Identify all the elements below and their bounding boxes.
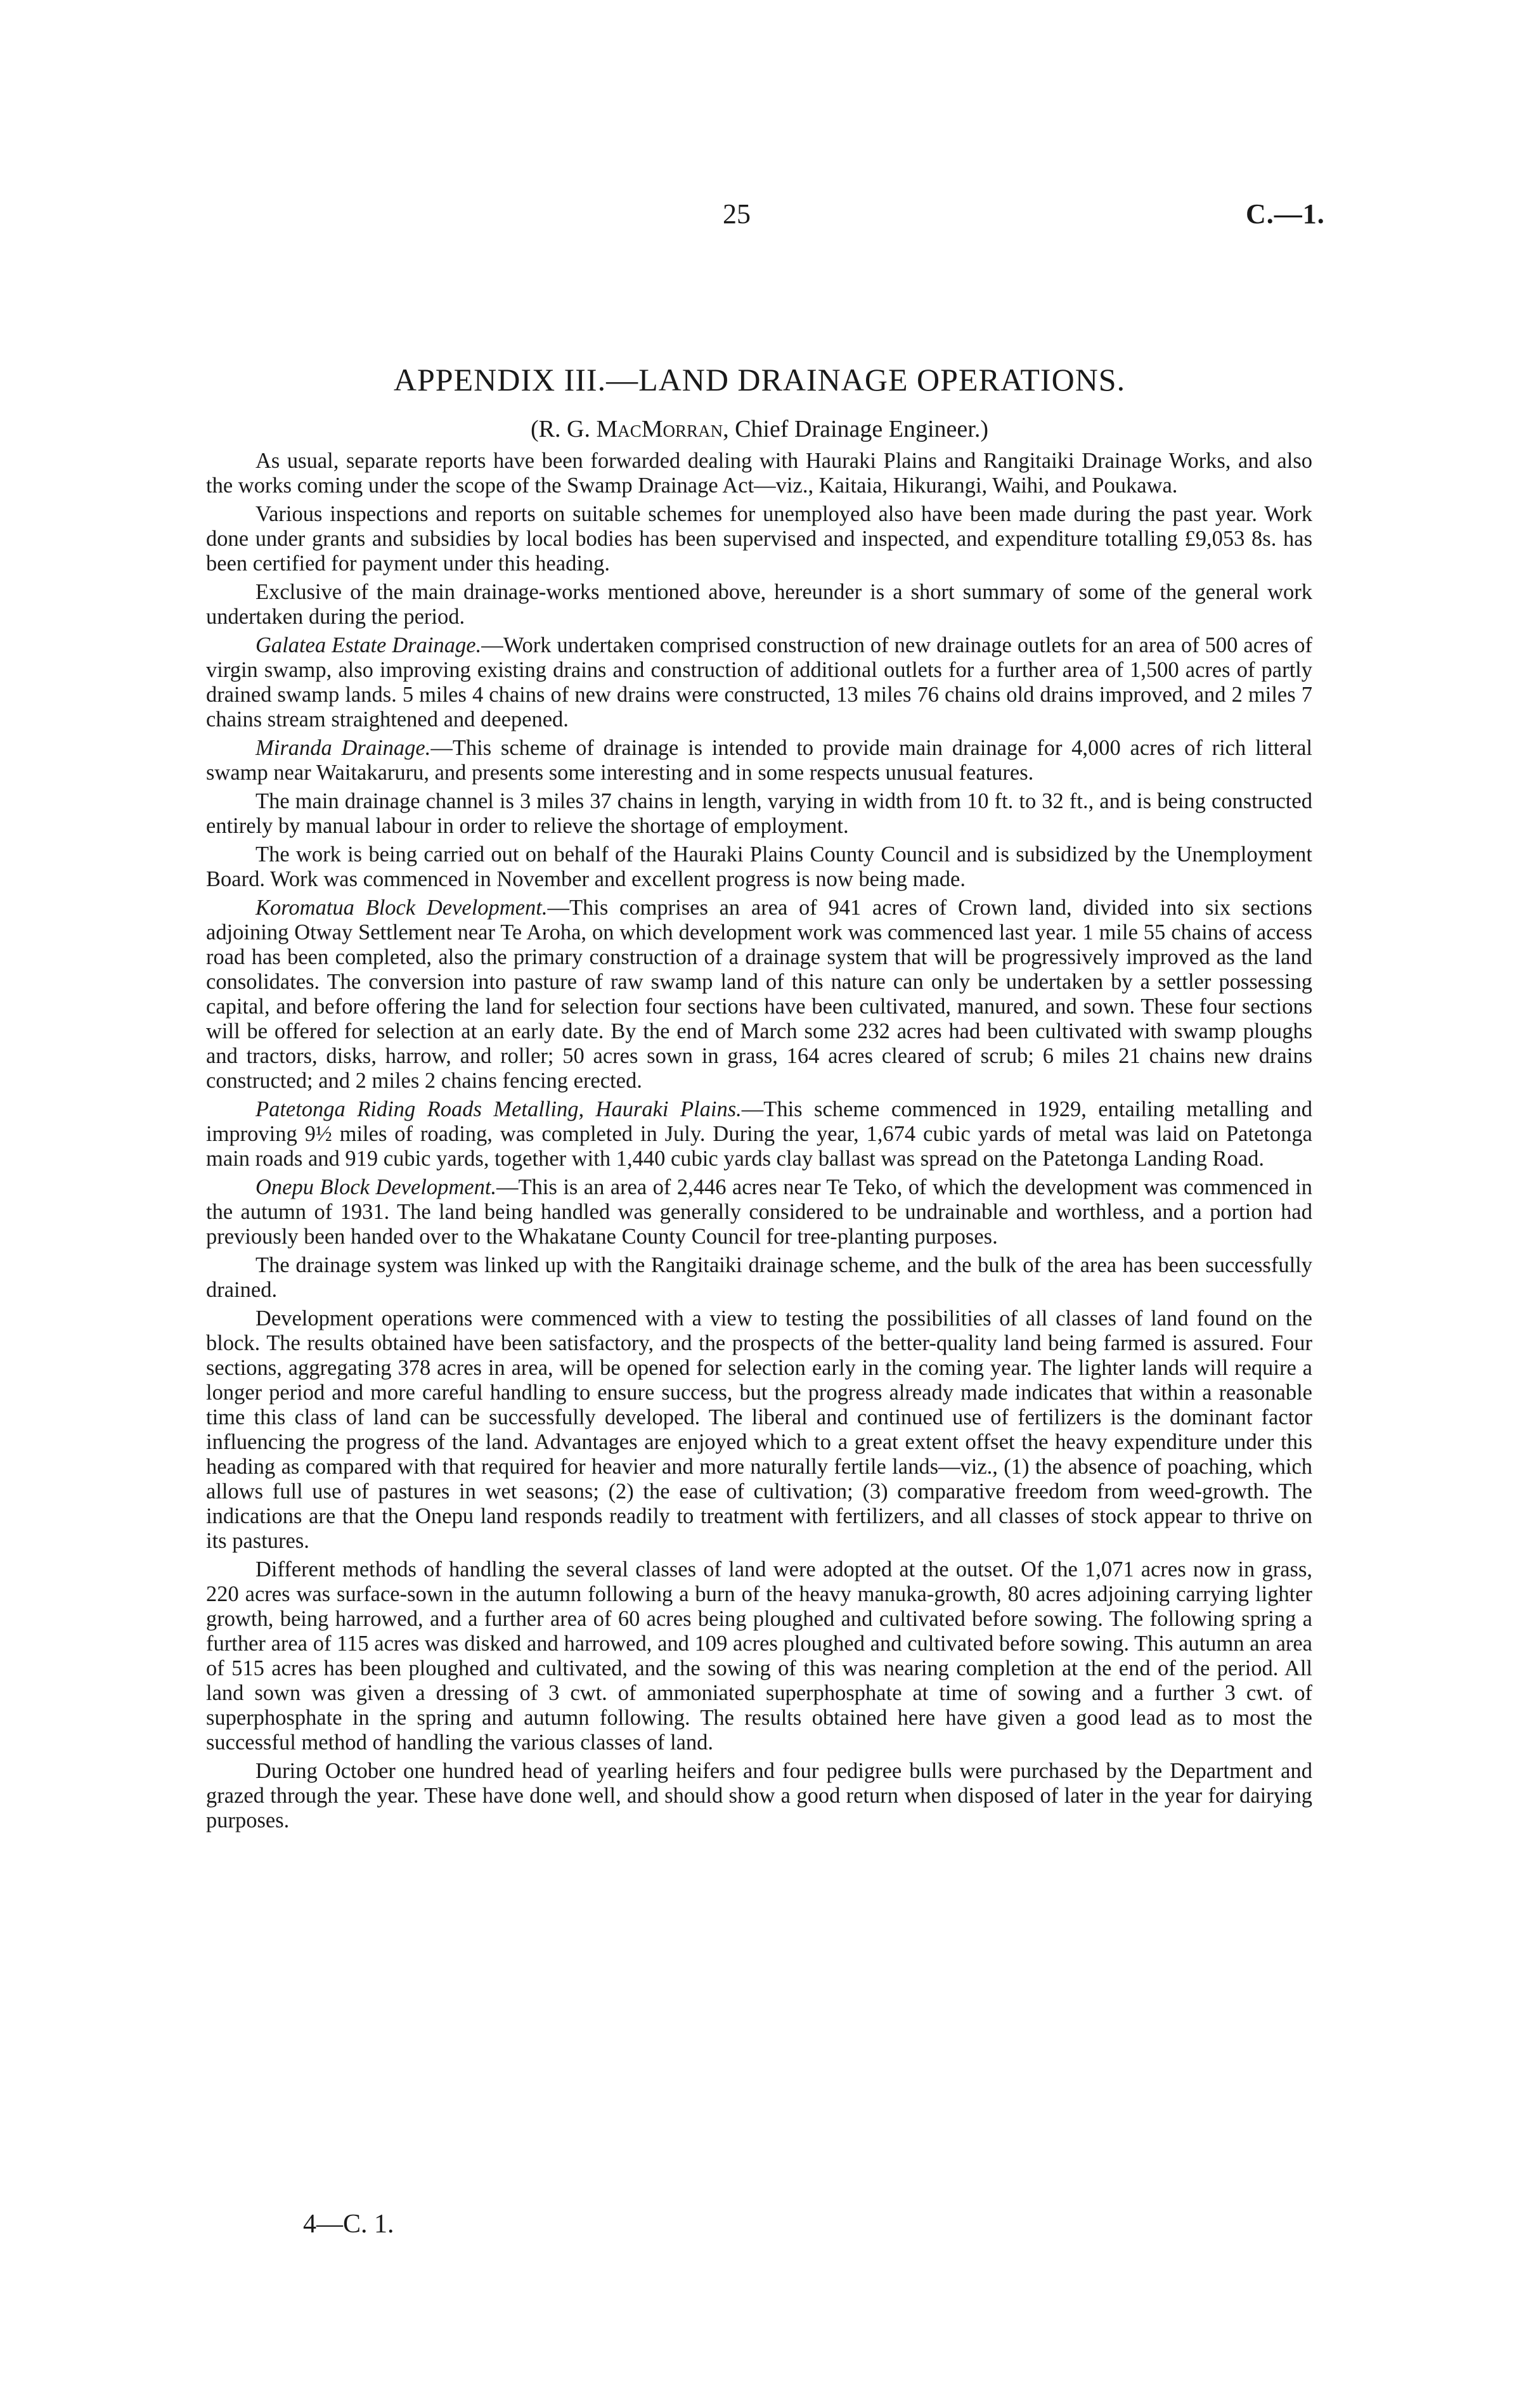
paragraph: Different methods of handling the several classes of land were adopted at the outset. Of the 1,071 acres now in grass, 220 acres was surface-sown in the autumn following a burn of the heavy manuka-growth, 80 acres adjoining carrying lighter growth, being harrowed, and a further area of 60 acres being ploughed and cultivated before sowing. The following spring a further area of 115 acres was disked and harrowed, and 109 acres ploughed and cultivated before sowing. This autumn an area of 515 acres has been ploughed and cultivated, and the sowing of this was nearing completion at the end of the period. All land sown was given a dressing of 3 cwt. of ammoniated superphosphate at time of sowing and a further 3 cwt. of superphosphate in the spring and autumn following. The results obtained here have given a good lead as to most the successful method of handling the various classes of land. (206, 1557, 1312, 1754)
report-body (206, 449, 1312, 1837)
byline-open: (R. G. (531, 416, 597, 442)
section-heading: Miranda Drainage. (255, 736, 431, 760)
paragraph-miranda: Miranda Drainage.—This scheme of drainage is intended to provide main drainage for 4,000 acres of rich litteral swamp near Waitakaruru, and presents some interesting and in some respects unusual features. (206, 736, 1312, 785)
paragraph: As usual, separate reports have been forwarded dealing with Hauraki Plains and Rangitaiki Drainage Works, and also the works coming under the scope of the Swamp Drainage Act—viz., Kaitaia, Hikurangi, Waihi, and Poukawa. (206, 449, 1312, 498)
paragraph-galatea: Galatea Estate Drainage.—Work undertaken comprised construction of new drainage outlets for an area of 500 acres of virgin swamp, also improving existing drains and construction of additional outlets for a further area of 1,500 acres of partly drained swamp lands. 5 miles 4 chains of new drains were constructed, 13 miles 76 chains old drains improved, and 2 miles 7 chains stream straightened and deepened. (206, 633, 1312, 731)
paragraph-patetonga: Patetonga Riding Roads Metalling, Hauraki Plains.—This scheme commenced in 1929, entailing metalling and improving 9½ miles of roading, was completed in July. During the year, 1,674 cubic yards of metal was laid on Patetonga main roads and 919 cubic yards, together with 1,440 cubic yards clay ballast was spread on the Patetonga Landing Road. (206, 1097, 1312, 1171)
paragraph: Various inspections and reports on suitable schemes for unemployed also have been made during the past year. Work done under grants and subsidies by local bodies has been supervised and inspected, and expenditure totalling £9,053 8s. has been certified for payment under this heading. (206, 502, 1312, 576)
paragraph: The drainage system was linked up with the Rangitaiki drainage scheme, and the bulk of the area has been successfully drained. (206, 1253, 1312, 1302)
paragraph-koromatua: Koromatua Block Development.—This comprises an area of 941 acres of Crown land, divided into six sections adjoining Otway Settlement near Te Aroha, on which development work was commenced last year. 1 mile 55 chains of access road has been completed, also the primary construction of a drainage system that will be progressively improved as the land consolidates. The conversion into pasture of raw swamp land of this nature can only be undertaken by a settler possessing capital, and before offering the land for selection four sections have been cultivated, manured, and sown. These four sections will be offered for selection at an early date. By the end of March some 232 acres had been cultivated with swamp ploughs and tractors, disks, harrow, and roller; 50 acres sown in grass, 164 acres cleared of scrub; 6 miles 21 chains new drains constructed; and 2 miles 2 chains fencing erected. (206, 896, 1312, 1093)
section-heading: Galatea Estate Drainage. (255, 633, 482, 657)
page-number: 25 (723, 198, 751, 229)
section-heading: Onepu Block Development. (255, 1175, 497, 1199)
paragraph: The main drainage channel is 3 miles 37 chains in length, varying in width from 10 ft. to 32 ft., and is being constructed entirely by manual labour in order to relieve the shortage of employment. (206, 789, 1312, 838)
paragraph: The work is being carried out on behalf of the Hauraki Plains County Council and is subsidized by the Unemployment Board. Work was commenced in November and excellent progress is now being made. (206, 842, 1312, 891)
page-title: APPENDIX III.—LAND DRAINAGE OPERATIONS. (393, 362, 1126, 397)
paragraph: During October one hundred head of yearling heifers and four pedigree bulls were purchased by the Department and grazed through the year. These have done well, and should show a good return when disposed of later in the year for dairying purposes. (206, 1759, 1312, 1832)
paragraph-onepu: Onepu Block Development.—This is an area of 2,446 acres near Te Teko, of which the development was commenced in the autumn of 1931. The land being handled was generally considered to be undrainable and worthless, and a portion had previously been handed over to the Whakatane County Council for tree-planting purposes. (206, 1175, 1313, 1249)
byline-role: , Chief Drainage Engineer.) (723, 416, 988, 442)
paragraph: Exclusive of the main drainage-works mentioned above, hereunder is a short summary of some of the general work undertaken during the period. (206, 580, 1312, 629)
section-heading: Patetonga Riding Roads Metalling, Hauraki Plains. (255, 1097, 742, 1121)
byline-author-name: MacMorran (596, 416, 723, 442)
byline (0, 415, 1519, 443)
footer-signature: 4—C. 1. (303, 2210, 394, 2239)
document-reference: C.—1. (1246, 198, 1325, 229)
paragraph: Development operations were commenced with a view to testing the possibilities of all classes of land found on the block. The results obtained have been satisfactory, and the prospects of the better-quality land being farmed is assured. Four sections, aggregating 378 acres in area, will be opened for selection early in the coming year. The lighter lands will require a longer period and more careful handling to ensure success, but the progress already made indicates that within a reasonable time this class of land can be successfully developed. The liberal and continued use of fertilizers is the dominant factor influencing the progress of the land. Advantages are enjoyed which to a great extent offset the heavy expenditure under this heading as compared with that required for heavier and more naturally fertile lands—viz., (1) the absence of poaching, which allows full use of pastures in wet seasons; (2) the ease of cultivation; (3) comparative freedom from weed-growth. The indications are that the Onepu land responds readily to treatment with fertilizers, and all classes of stock appear to thrive on its pastures. (206, 1306, 1312, 1553)
section-heading: Koromatua Block Development. (255, 896, 548, 920)
